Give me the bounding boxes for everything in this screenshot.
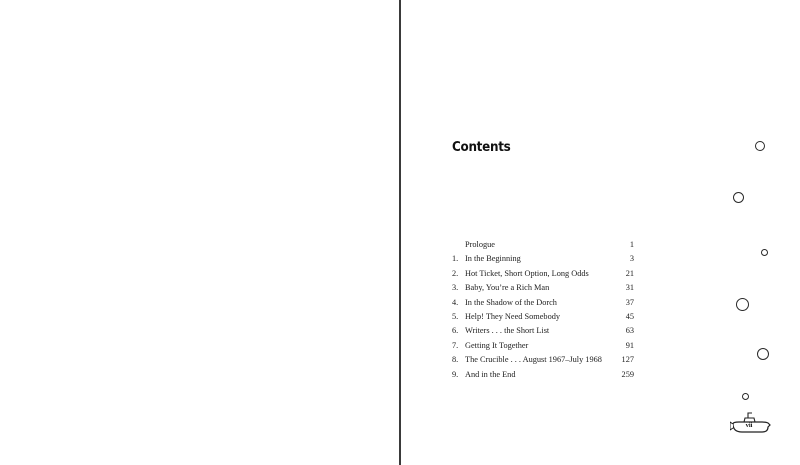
bubble-icon <box>736 298 749 311</box>
chapter-number: 2. <box>452 268 459 278</box>
page-number: 21 <box>625 268 634 278</box>
chapter-number: 3. <box>452 283 459 293</box>
toc-entry[interactable] <box>452 353 634 367</box>
chapter-title: The Crucible . . . August 1967–July 1968 <box>465 355 602 365</box>
bubble-icon <box>733 192 744 203</box>
chapter-number: 5. <box>452 311 459 321</box>
chapter-number: 7. <box>452 340 459 350</box>
chapter-title: Writers . . . the Short List <box>465 326 550 336</box>
chapter-title: In the Shadow of the Dorch <box>465 297 557 307</box>
page-number: 127 <box>621 355 634 365</box>
bubble-icon <box>742 393 749 400</box>
table-of-contents <box>452 238 634 382</box>
page-number: 1 <box>629 240 634 249</box>
toc-entry[interactable] <box>452 339 634 353</box>
chapter-title: Help! They Need Somebody <box>465 311 561 321</box>
page-number: 37 <box>625 297 634 307</box>
contents-heading: Contents <box>452 140 511 155</box>
page-number: 91 <box>625 340 634 350</box>
toc-entry[interactable] <box>452 296 634 310</box>
toc-entry[interactable] <box>452 324 634 338</box>
chapter-title: In the Beginning <box>465 254 521 264</box>
right-page <box>401 0 800 465</box>
left-page <box>0 0 399 465</box>
toc-entry[interactable] <box>452 267 634 281</box>
chapter-title: Hot Ticket, Short Option, Long Odds <box>465 268 589 278</box>
chapter-title: Prologue <box>465 240 495 249</box>
bubble-icon <box>761 249 768 256</box>
page-number: 63 <box>625 326 634 336</box>
bubble-icon <box>757 348 769 360</box>
bubble-icon <box>755 141 765 151</box>
chapter-number: 8. <box>452 355 459 365</box>
toc-entry[interactable] <box>452 281 634 295</box>
page-number: 45 <box>625 311 634 321</box>
chapter-number: 4. <box>452 297 459 307</box>
chapter-title: Baby, You’re a Rich Man <box>465 283 550 293</box>
chapter-number: 9. <box>452 369 459 379</box>
chapter-title: And in the End <box>465 369 516 379</box>
toc-entry[interactable] <box>452 368 634 382</box>
page-number: 259 <box>621 369 634 379</box>
toc-entry[interactable] <box>452 310 634 324</box>
chapter-number: 1. <box>452 254 459 264</box>
page-number: 31 <box>625 283 634 293</box>
chapter-number: 6. <box>452 326 459 336</box>
toc-entry[interactable] <box>452 238 634 252</box>
chapter-title: Getting It Together <box>465 340 529 350</box>
toc-entry[interactable] <box>452 252 634 266</box>
folio-page-number: vii <box>745 422 753 429</box>
page-number: 3 <box>629 254 634 264</box>
